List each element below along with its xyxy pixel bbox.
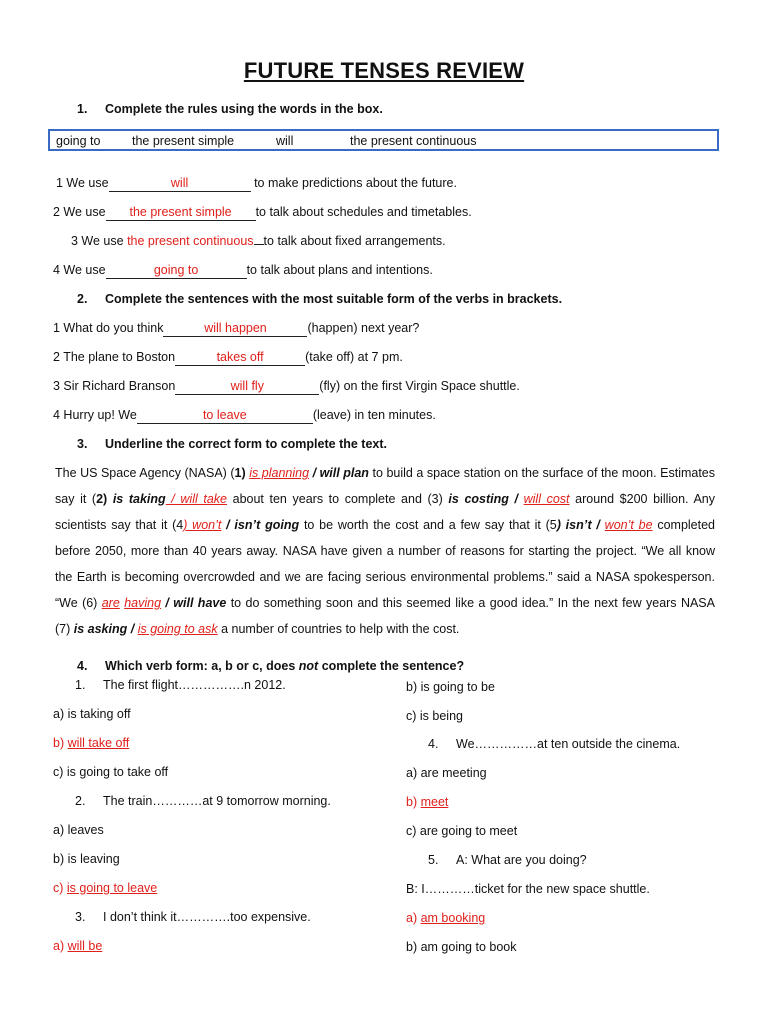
rule-2: 2 We use the present simple to talk about schedules and timetables.: [53, 205, 472, 219]
question: 3. I don’t think it………….too expensive.: [75, 910, 311, 924]
answer-blank: will happen: [163, 321, 307, 337]
answer-blank: to leave: [137, 408, 313, 424]
text-line: scientists say that it (4) won’t / isn’t going to be worth the cost and a few say that it (5) isn’t / won’t be completed: [55, 518, 716, 532]
text-line: the Earth is becoming overcrowded and we are facing serious environmental problems.” said a NASA spokesperson.: [55, 570, 715, 584]
underlined-answer: are: [101, 596, 120, 610]
underlined-answer: won’t be: [604, 518, 653, 532]
nasa-text: [55, 460, 715, 642]
underlined-answer: will cost: [523, 492, 570, 506]
answer-blank: will: [109, 176, 251, 192]
underlined-answer: having: [124, 596, 162, 610]
question: 1. The first flight…………….n 2012.: [75, 678, 286, 692]
option: a) is taking off: [53, 707, 131, 721]
underlined-answer: is planning: [249, 466, 310, 480]
correct-option: a) am booking: [406, 911, 486, 925]
answer-blank: will fly: [175, 379, 319, 395]
word-box: [48, 129, 719, 151]
section-2-heading: 2. Complete the sentences with the most suitable form of the verbs in brackets.: [77, 292, 563, 306]
answer-text: the present continuous: [127, 234, 254, 248]
option: a) leaves: [53, 823, 104, 837]
underlined-answer: / will take: [165, 492, 227, 506]
underlined-answer: is going to ask: [137, 622, 218, 636]
option: a) are meeting: [406, 766, 487, 780]
box-word: will: [276, 134, 294, 148]
rule-4: 4 We use going to to talk about plans and intentions.: [53, 263, 433, 277]
option: b) am going to book: [406, 940, 517, 954]
box-word: the present continuous: [350, 134, 477, 148]
correct-option: c) is going to leave: [53, 881, 158, 895]
option: b) is going to be: [406, 680, 495, 694]
question: 5. A: What are you doing?: [428, 853, 587, 867]
rule-3: 3 We use the present continuous to talk about fixed arrangements.: [71, 234, 446, 248]
text-line: say it (2) is taking / will take about ten years to complete and (3) is costing / will cost around $200 billion. Any: [55, 492, 715, 506]
sentence-1: 1 What do you think will happen (happen) next year?: [53, 321, 420, 335]
correct-option: b) will take off: [53, 736, 130, 750]
option: b) is leaving: [53, 852, 120, 866]
text-line: The US Space Agency (NASA) (1) is planning / will plan to build a space station on the surface of the moon. Estimates: [55, 466, 716, 480]
correct-option: a) will be: [53, 939, 103, 953]
answer-blank: going to: [106, 263, 247, 279]
sentence-4: 4 Hurry up! We to leave (leave) in ten minutes.: [53, 408, 436, 422]
section-3-heading: 3. Underline the correct form to complete the text.: [77, 437, 387, 451]
section-4-heading: 4. Which verb form: a, b or c, does not complete the sentence?: [77, 659, 465, 673]
box-word: going to: [56, 134, 101, 148]
option: B: I…………ticket for the new space shuttle.: [406, 882, 650, 896]
answer-blank: takes off: [175, 350, 305, 366]
option: c) is being: [406, 709, 463, 723]
correct-option: b) meet: [406, 795, 449, 809]
text-line: (7) is asking / is going to ask a number of countries to help with the cost.: [55, 622, 460, 636]
page-title: FUTURE TENSES REVIEW: [243, 58, 525, 83]
option: c) is going to take off: [53, 765, 169, 779]
question: 2. The train…………at 9 tomorrow morning.: [75, 794, 331, 808]
underlined-answer: ) won’t: [183, 518, 222, 532]
sentence-2: 2 The plane to Boston takes off (take off) at 7 pm.: [53, 350, 403, 364]
box-word: the present simple: [132, 134, 235, 148]
section-1-heading: 1. Complete the rules using the words in the box.: [77, 102, 383, 116]
text-line: before 2050, more than 40 years away. NASA have given a number of reasons for starting the project. “We all know: [55, 544, 715, 558]
answer-blank: the present simple: [106, 205, 256, 221]
option: c) are going to meet: [406, 824, 518, 838]
text-line: “We (6) are having / will have to do something soon and this seemed like a good idea.” In the next few years NASA: [55, 596, 715, 610]
question: 4. We……………at ten outside the cinema.: [428, 737, 681, 751]
sentence-3: 3 Sir Richard Branson will fly (fly) on the first Virgin Space shuttle.: [53, 379, 520, 393]
rule-1: 1 We use will to make predictions about the future.: [56, 176, 457, 190]
